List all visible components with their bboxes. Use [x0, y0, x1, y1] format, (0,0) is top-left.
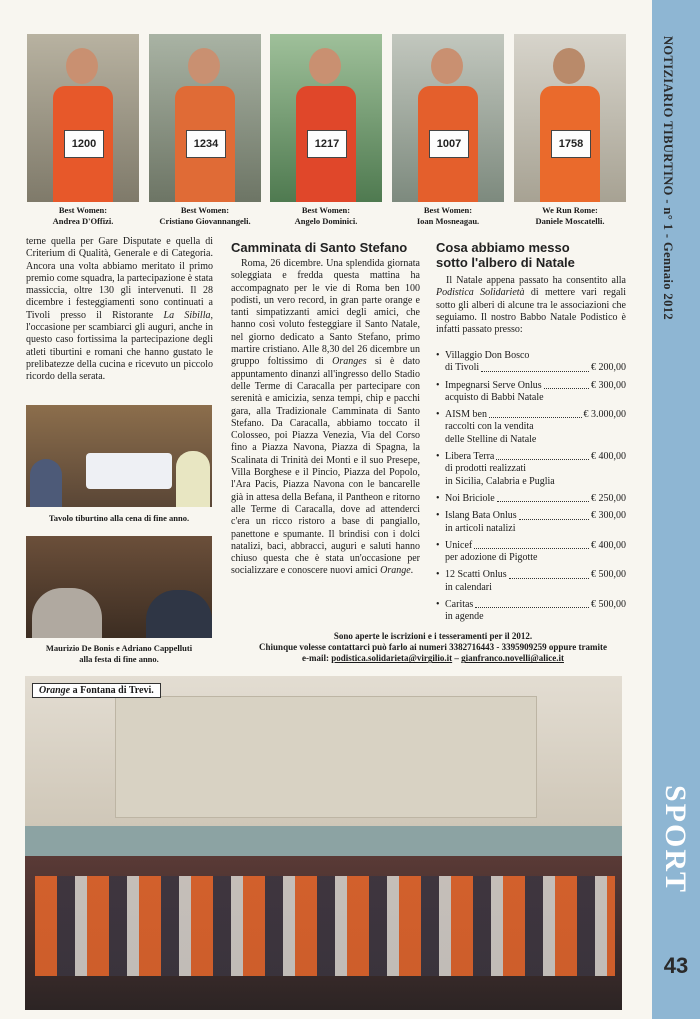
- notice-emails: e-mail: podistica.solidarieta@virgilio.it – gianfranco.novelli@alice.it: [302, 653, 564, 664]
- runner-photo: [27, 34, 139, 202]
- right-article-intro: Il Natale appena passato ha consentito alla Podistica Solidarietà di mettere vari regali sotto gli alberi di alcune tra le associazioni che seguiamo. Il nostro Babbo Natale Podistico è infatti passato presso:: [436, 275, 626, 336]
- runner-photo: [149, 34, 261, 202]
- sidebar-strip: [652, 0, 700, 1019]
- magazine-header: [660, 36, 692, 366]
- right-title-line2: sotto l'albero di Natale: [436, 255, 575, 270]
- gift-item: • Impegnarsi Serve Onlus € 300,00 acquisto di Babbi Natale: [436, 380, 626, 405]
- dinner-photo: [26, 405, 212, 507]
- runner-caption: Best Women: Cristiano Giovannangeli.: [159, 205, 251, 226]
- right-title-line1: Cosa abbiamo messo: [436, 240, 570, 255]
- section-label-text: SPORT: [659, 785, 692, 894]
- race-bib: 1234: [186, 130, 226, 158]
- gift-item: • Noi Briciole € 250,00: [436, 493, 626, 505]
- page-number: 43: [663, 953, 689, 978]
- magazine-header-text: NOTIZIARIO TIBURTINO - n° 1 - Gennaio 2012: [661, 36, 675, 321]
- race-bib: 1758: [551, 130, 591, 158]
- group-photo-tag: Orange a Fontana di Trevi.: [32, 683, 161, 698]
- gift-item: • Unicef € 400,00 per adozione di Pigotte: [436, 540, 626, 565]
- runner-caption: Best Women: Ioan Mosneagau.: [416, 205, 480, 226]
- party-photo: [26, 536, 212, 638]
- left-article-text: terne quella per Gare Disputate e quella di Criterium di Qualità, Generale e di Categoria. Ancora una volta abbiamo meritato il primo premio come squadra, la partecipazione è stata massiccia, oltre 130 gli intervenuti. Il 28 dicembre i festeggiamenti sono continuati a Tivoli presso il Ristorante La Sibilla, l'occasione per scambiarci gli auguri, anche in questo caso fortissima la partecipazione degli atleti tiburtini e romani che hanno gustato le prelibatezze della cucina e ricevuto un piccolo ricordo della serata.: [26, 236, 213, 383]
- runner-caption: We Run Rome: Daniele Moscatelli.: [535, 205, 605, 226]
- email-link[interactable]: podistica.solidarieta@virgilio.it: [331, 653, 453, 664]
- notice-line1: Sono aperte le iscrizioni e i tesseramenti per il 2012.: [333, 631, 533, 641]
- gift-item: • Islang Bata Onlus € 300,00 in articoli natalizi: [436, 510, 626, 535]
- gift-item: • AISM ben € 3.000,00 raccolti con la vendita delle Stelline di Natale: [436, 409, 626, 446]
- party-caption: Maurizio De Bonis e Adriano Cappelluti alla festa di fine anno.: [45, 643, 193, 664]
- runner-photo: [514, 34, 626, 202]
- gift-item: • Libera Terra € 400,00 di prodotti realizzati in Sicilia, Calabria e Puglia: [436, 451, 626, 488]
- section-label: [658, 785, 696, 905]
- notice-line2: Chiunque volesse contattarci può farlo ai numeri 3382716443 - 3395909259 oppure tramite: [259, 642, 607, 653]
- email-link[interactable]: gianfranco.novelli@alice.it: [461, 653, 564, 664]
- race-bib: 1217: [307, 130, 347, 158]
- dinner-caption: Tavolo tiburtino alla cena di fine anno.: [48, 513, 190, 523]
- gift-item: • 12 Scatti Onlus € 500,00 in calendari: [436, 569, 626, 594]
- runner-photo: [270, 34, 382, 202]
- group-photo-fontana-di-trevi: [25, 676, 622, 1010]
- race-bib: 1007: [429, 130, 469, 158]
- runner-photo: [392, 34, 504, 202]
- gift-list: [436, 350, 626, 629]
- middle-article-title: Camminata di Santo Stefano: [231, 240, 408, 255]
- gift-item: • Villaggio Don Bosco di Tivoli € 200,00: [436, 350, 626, 375]
- race-bib: 1200: [64, 130, 104, 158]
- middle-article-text: Roma, 26 dicembre. Una splendida giornata soleggiata e fredda questa mattina ha accompagnato per le vie di Roma ben 100 podisti, un vero record, in gran parte orange e tanti simpatizzanti amici degli amici, che hanno così voluto festeggiare il Santo Natale, nel giorno dedicato a Santo Stefano, primo martire cristiano. Alle 8,30 del 26 dicembre un gruppo foltissimo di Oranges si è dato appuntamento dinanzi all'ingresso dello Stadio delle Terme di Caracalla per partecipare con serenità e amicizia, senza tempi, chip e pacchi gara, alla Tradizionale Camminata di Santo Stefano. Da Caracalla, abbiamo toccato il Colosseo, poi Piazza Venezia, Via del Corso fino a Piazza Navona, Piazza di Spagna, la Scalinata di Trinità dei Monti e il suo Presepe, Villa Borghese e il Pincio, Piazza del Popolo, l'Ara Pacis, Piazza Navona con le bancarelle già in attesa della Befana, il Pantheon e ritorno alle Terme di Caracalla, dove ad attenderci c'era un ricco ristoro a base di pangiallo, panettone e spumante. Il brindisi con i dolci natalizi, baci, abbracci, auguri e saluti hanno chiuso questa che è stata un'occasione per socializzare e conoscere nuovi amici Orange.: [231, 258, 420, 577]
- gift-item: • Caritas € 500,00 in agende: [436, 599, 626, 624]
- runner-caption: Best Women: Andrea D'Offizi.: [52, 205, 114, 226]
- right-article-title: [436, 240, 575, 270]
- runner-caption: Best Women: Angelo Dominici.: [294, 205, 358, 226]
- registration-notice: [228, 631, 638, 665]
